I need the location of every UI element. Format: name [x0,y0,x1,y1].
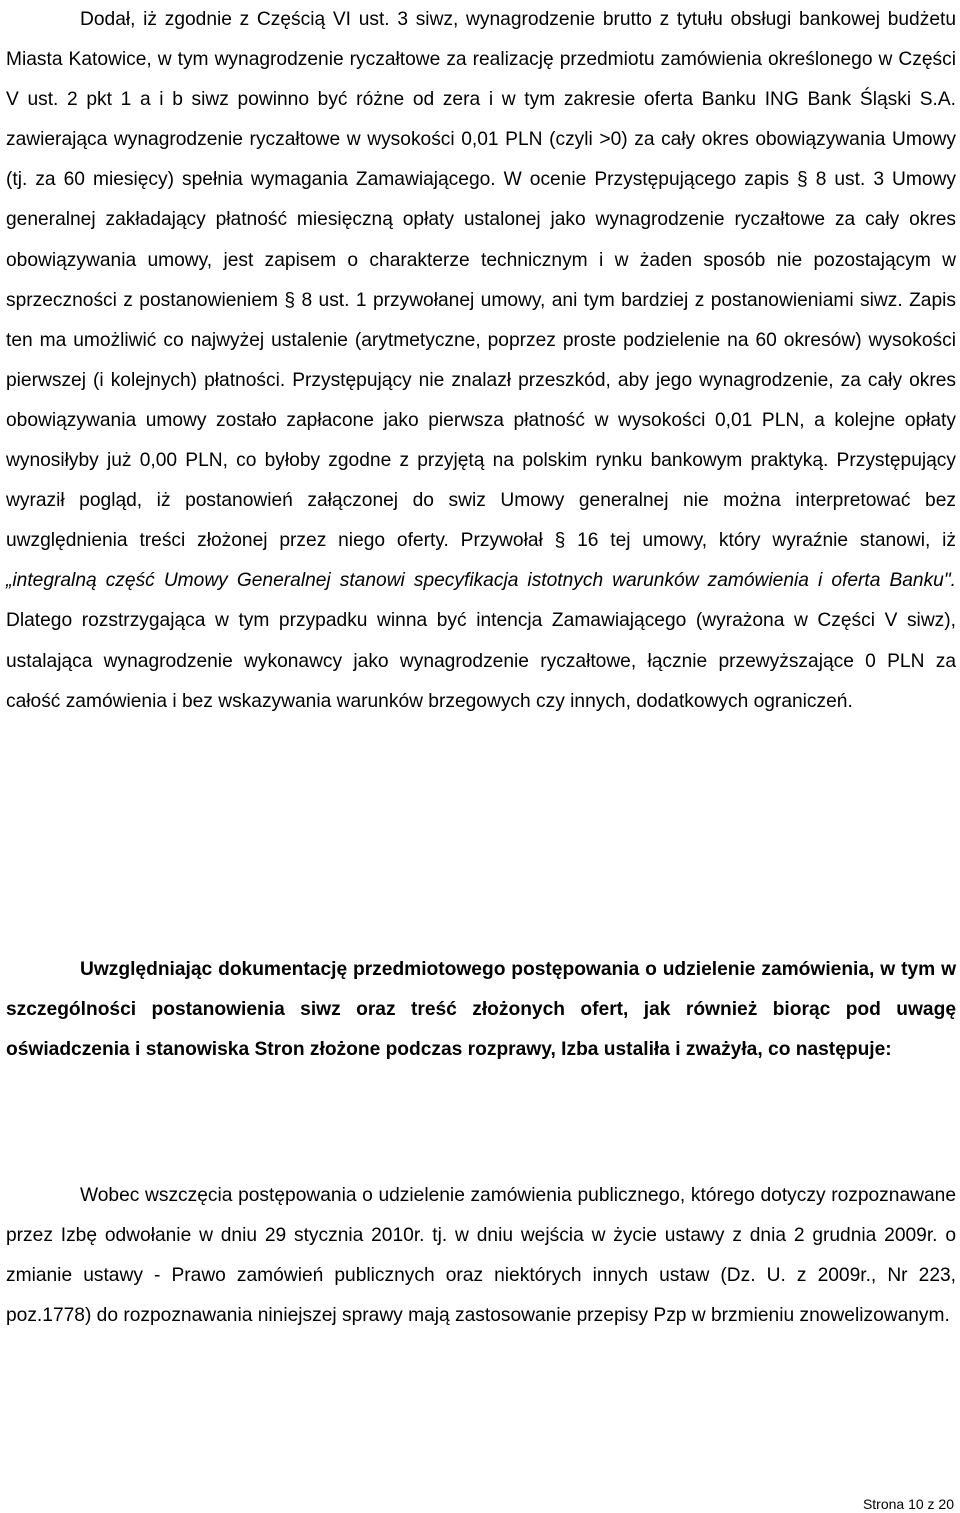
paragraph-1-text-a: Dodał, iż zgodnie z Częścią VI ust. 3 siwz, wynagrodzenie brutto z tytułu obsługi bankowej budżetu Miasta Katowice, w tym wynagrodzenie ryczałtowe za realizację przedmiotu zamówienia określonego w Części V ust. 2 pkt 1 a i b siwz powinno być różne od zera i w tym zakresie oferta Banku ING Bank Śląski S.A. zawierająca wynagrodzenie ryczałtowe w wysokości 0,01 PLN (czyli >0) za cały okres obowiązywania Umowy (tj. za 60 miesięcy) spełnia wymagania Zamawiającego. W ocenie Przystępującego zapis § 8 ust. 3 Umowy generalnej zakładający płatność miesięczną opłaty ustalonej jako wynagrodzenie ryczałtowe za cały okres obowiązywania umowy, jest zapisem o charakterze technicznym i w żaden sposób nie pozostającym w sprzeczności z postanowieniem § 8 ust. 1 przywołanej umowy, ani tym bardziej z postanowieniami siwz. Zapis ten ma umożliwić co najwyżej ustalenie (arytmetyczne, poprzez proste podzielenie na 60 okresów) wysokości pierwszej (i kolejnych) płatności. Przystępujący nie znalazł przeszkód, aby jego wynagrodzenie, za cały okres obowiązywania umowy zostało zapłacone jako pierwsza płatność w wysokości 0,01 PLN, a kolejne opłaty wynosiłyby już 0,00 PLN, co byłoby zgodne z przyjętą na polskim rynku bankowym praktyką. Przystępujący wyraził pogląd, iż postanowień załączonej do swiz Umowy generalnej nie można interpretować bez uwzględnienia treści złożonej przez niego oferty. Przywołał § 16 tej umowy, który wyraźnie stanowi, iż [6,9,956,552]
paragraph-intervenor-arguments [6,0,956,722]
page-number-footer: Strona 10 z 20 [862,1496,954,1512]
paragraph-applicable-law: Wobec wszczęcia postępowania o udzielenie zamówienia publicznego, którego dotyczy rozpoznawane przez Izbę odwołanie w dniu 29 stycznia 2010r. tj. w dniu wejścia w życie ustawy z dnia 2 grudnia 2009r. o zmianie ustawy - Prawo zamówień publicznych oraz niektórych innych ustaw (Dz. U. z 2009r., Nr 223, poz.1778) do rozpoznawania niniejszej sprawy mają zastosowanie przepisy Pzp w brzmieniu znowelizowanym. [6,1185,956,1327]
paragraph-1-quote: „integralną część Umowy Generalnej stanowi specyfikacja istotnych warunków zamówienia i oferta Banku". [6,570,956,592]
paragraph-findings-heading: Uwzględniając dokumentację przedmiotowego postępowania o udzielenie zamówienia, w tym w szczególności postanowienia siwz oraz treść złożonych ofert, jak również biorąc pod uwagę oświadczenia i stanowiska Stron złożone podczas rozprawy, Izba ustaliła i zważyła, co następuje: [6,959,956,1061]
paragraph-1-text-b: Dlatego rozstrzygająca w tym przypadku winna być intencja Zamawiającego (wyrażona w Części V siwz), ustalająca wynagrodzenie wykonawcy jako wynagrodzenie ryczałtowe, łącznie przewyższające 0 PLN za całość zamówienia i bez wskazywania warunków brzegowych czy innych, dodatkowych ograniczeń. [6,610,956,712]
